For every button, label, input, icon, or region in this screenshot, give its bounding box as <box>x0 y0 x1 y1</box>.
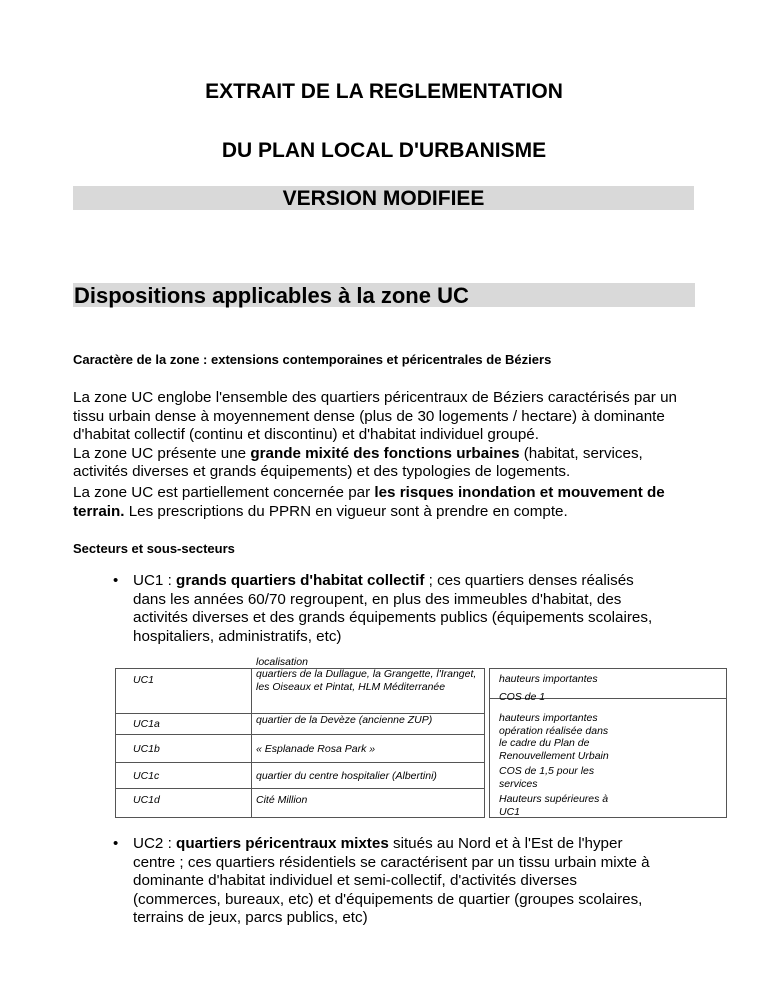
mixity-post: (habitat, services, activités diverses et grands équipements) et des typologies de logements. <box>73 444 643 480</box>
doc-title-extract: EXTRAIT DE LA REGLEMENTATION <box>205 80 563 103</box>
table-note-cos15: COS de 1,5 pour les services <box>499 765 595 790</box>
table-code-uc1d: UC1d <box>133 794 160 806</box>
uc1-pre: UC1 : <box>133 572 177 589</box>
table-note-renewal: hauteurs importantes opération réalisée dans le cadre du Plan de Renouvellement Urbain <box>499 712 609 762</box>
table-code-uc1b: UC1b <box>133 743 160 755</box>
table-note-heights: Hauteurs supérieures à UC1 <box>499 793 609 818</box>
uc2-pre: UC2 : <box>133 835 177 852</box>
zone-description-text: La zone UC englobe l'ensemble des quartiers péricentraux de Béziers caractérisés par un tissu urbain dense à moyennement dense (plus de 30 logements / hectare) à dominante d'habitat collectif (continu et discontinu) et d'habitat individuel groupé. <box>73 389 677 443</box>
mixity-pre: La zone UC présente une <box>73 444 251 462</box>
bullet-uc2 <box>133 835 663 928</box>
sectors-heading: Secteurs et sous-secteurs <box>73 541 235 556</box>
bullet-marker-uc2: • <box>113 835 119 852</box>
table-loc-uc1d: Cité Million <box>256 794 308 806</box>
uc1-bold: grands quartiers d'habitat collectif <box>176 572 425 589</box>
risks-bold: les risques inondation et mouvement de terrain. <box>73 484 665 520</box>
uc2-bold: quartiers péricentraux mixtes <box>176 835 389 852</box>
table-loc-uc1b: « Esplanade Rosa Park » <box>256 743 376 755</box>
table-note-cos1: COS de 1 <box>499 691 546 703</box>
risks-pre: La zone UC est partiellement concernée par <box>73 484 375 501</box>
risks-paragraph <box>73 484 698 521</box>
bullet-uc1 <box>133 572 663 646</box>
zone-description-paragraph <box>73 389 698 482</box>
table-loc-uc1a: quartier de la Devèze (ancienne ZUP) <box>256 714 433 726</box>
table-loc-uc1: quartiers de la Dullague, la Grangette, l'Iranget, les Oiseaux et Pintat, HLM Méditerranée <box>256 668 477 693</box>
table-code-uc1: UC1 <box>133 674 155 686</box>
bullet-marker-uc1: • <box>113 572 119 589</box>
table-code-uc1a: UC1a <box>133 718 160 730</box>
table-code-uc1c: UC1c <box>133 770 160 782</box>
doc-title-plu: DU PLAN LOCAL D'URBANISME <box>221 139 547 162</box>
table-loc-uc1c: quartier du centre hospitalier (Albertini) <box>256 770 437 782</box>
uc1-subsector-table <box>113 656 727 818</box>
uc2-post: situés au Nord et à l'Est de l'hyper centre ; ces quartiers résidentiels se caractérisent par un tissu urbain mixte à dominante d'habitat individuel et semi-collectif, d'activités diverses (commerces, bureaux, etc) et d'équipements de quartier (groupes scolaires, terrains de jeux, parcs publics, etc) <box>133 835 650 926</box>
section-heading: Dispositions applicables à la zone UC <box>73 283 695 307</box>
zone-character-heading: Caractère de la zone : extensions contemporaines et péricentrales de Béziers <box>73 352 552 367</box>
doc-version-banner: VERSION MODIFIEE <box>73 186 694 210</box>
risks-post: Les prescriptions du PPRN en vigueur sont à prendre en compte. <box>124 502 568 520</box>
table-note-uc1: hauteurs importantes <box>499 673 598 685</box>
mixity-bold: grande mixité des fonctions urbaines <box>250 444 520 462</box>
uc1-post: ; ces quartiers denses réalisés dans les années 60/70 regroupent, en plus des immeubles d'habitat, des activités diverses et des grands équipements publics (équipements scolaires, hospitaliers, administratifs, etc) <box>133 572 653 645</box>
table-header-localisation: localisation <box>256 656 308 668</box>
